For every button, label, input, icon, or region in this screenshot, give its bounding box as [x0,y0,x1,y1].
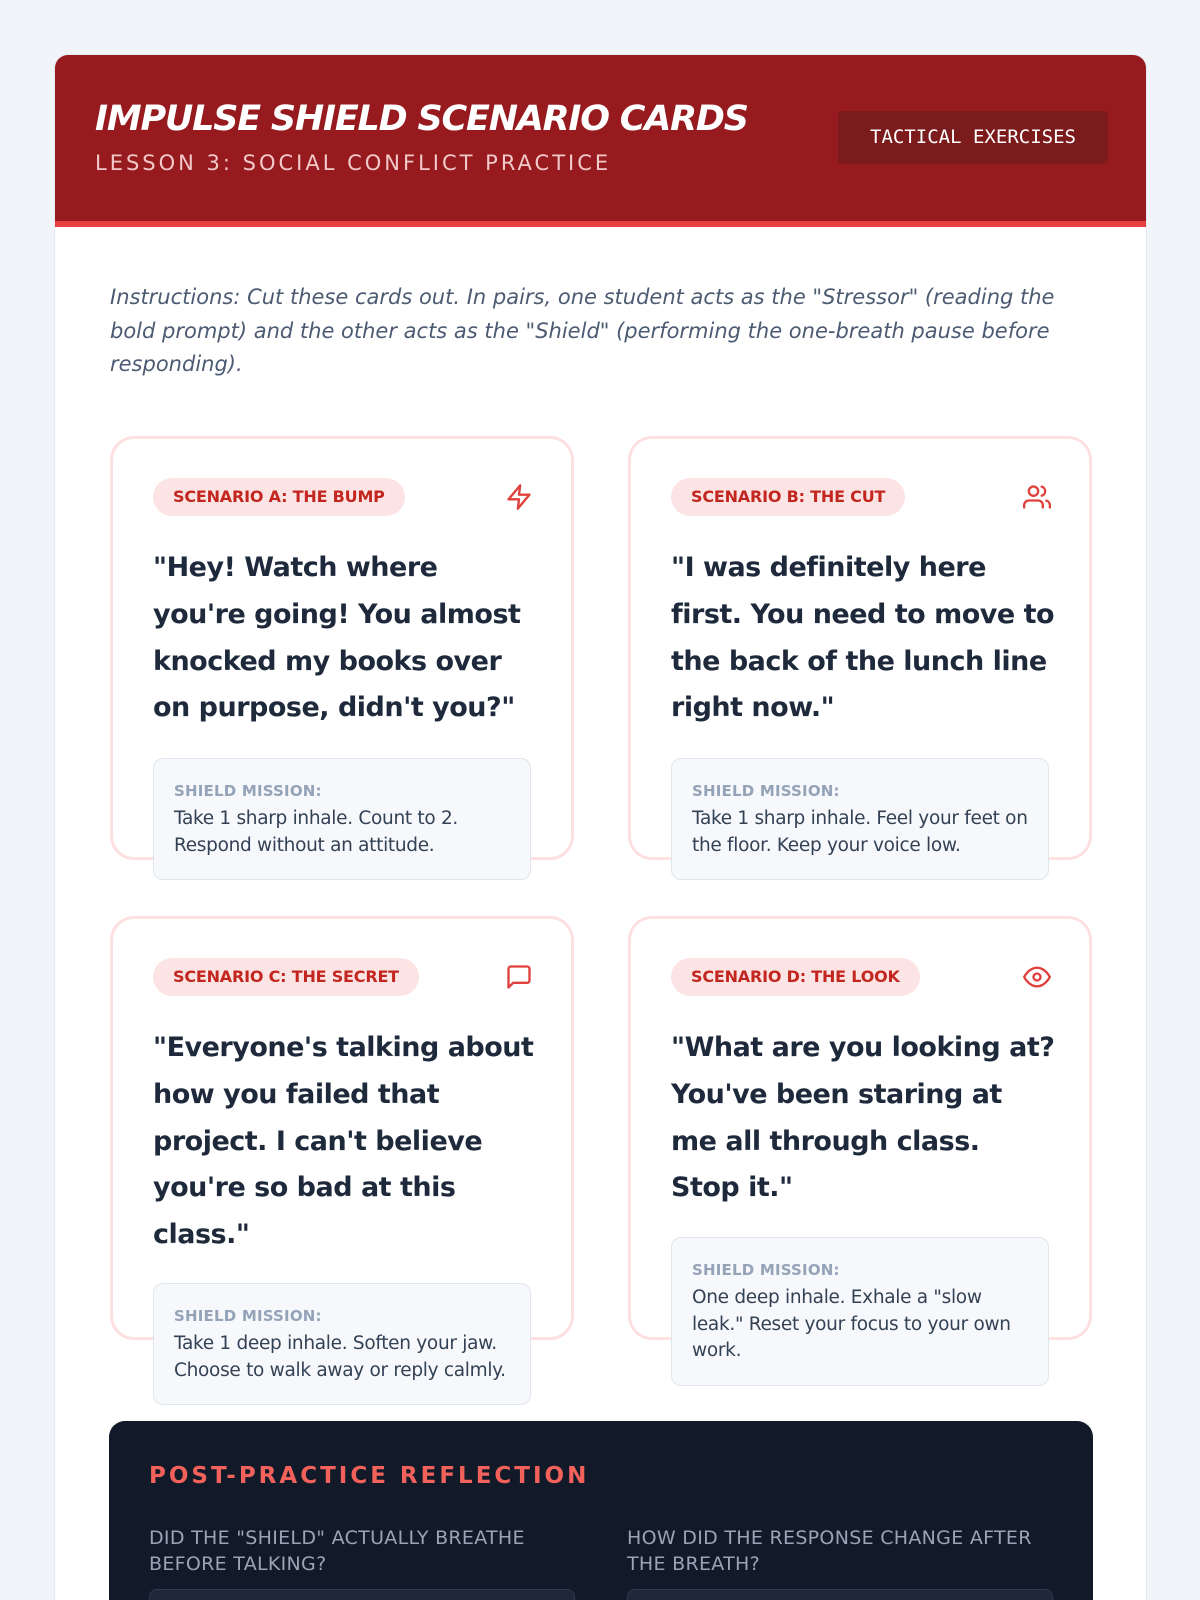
eye-icon [1023,963,1051,991]
scenario-quote: "What are you looking at? You've been staring at me all through class. Stop it." [671,1032,1055,1204]
scenario-label: SCENARIO B: THE CUT [671,478,905,516]
lightning-icon [505,483,533,511]
scenario-card-a [110,436,574,860]
reflection-title: POST-PRACTICE REFLECTION [149,1463,590,1489]
worksheet [54,54,1147,1600]
reflection-answer-2[interactable] [627,1589,1053,1600]
shield-mission-text: One deep inhale. Exhale a "slow leak." Reset your focus to your own work. [692,1287,1011,1361]
category-tag: TACTICAL EXERCISES [838,111,1108,164]
header-banner [55,55,1147,227]
scenario-quote: "Everyone's talking about how you failed that project. I can't believe you're so bad at this class." [153,1032,534,1251]
page-title: IMPULSE SHIELD SCENARIO CARDS [95,99,748,139]
shield-mission-label: SHIELD MISSION: [174,1307,322,1325]
scenario-card-d [628,916,1092,1361]
scenario-card-b [628,436,1092,860]
reflection-question-2: HOW DID THE RESPONSE CHANGE AFTER THE BREATH? [627,1527,1032,1575]
page-subtitle: LESSON 3: SOCIAL CONFLICT PRACTICE [95,151,612,175]
reflection-answer-1[interactable] [149,1589,575,1600]
message-square-icon [505,963,533,991]
shield-mission-box [671,1237,1049,1386]
scenario-card-c [110,916,574,1381]
shield-mission-text: Take 1 sharp inhale. Count to 2. Respond without an attitude. [174,808,459,856]
scenario-label: SCENARIO A: THE BUMP [153,478,405,516]
shield-mission-box [671,758,1049,880]
shield-mission-box [153,1283,531,1405]
users-icon [1023,483,1051,511]
shield-mission-label: SHIELD MISSION: [174,782,322,800]
reflection-question-1: DID THE "SHIELD" ACTUALLY BREATHE BEFORE TALKING? [149,1527,525,1575]
scenario-quote: "Hey! Watch where you're going! You almost knocked my books over on purpose, didn't you?" [153,552,521,724]
scenario-quote: "I was definitely here first. You need to move to the back of the lunch line right now." [671,552,1055,724]
shield-mission-label: SHIELD MISSION: [692,1261,840,1279]
scenario-label: SCENARIO D: THE LOOK [671,958,920,996]
shield-mission-label: SHIELD MISSION: [692,782,840,800]
instructions-text: Instructions: Cut these cards out. In pairs, one student acts as the "Stressor" (reading the bold prompt) and the other acts as the "Shield" (performing the one-breath pause before responding). [110,285,1055,376]
shield-mission-text: Take 1 deep inhale. Soften your jaw. Choose to walk away or reply calmly. [174,1333,506,1381]
shield-mission-box [153,758,531,880]
shield-mission-text: Take 1 sharp inhale. Feel your feet on the floor. Keep your voice low. [692,808,1028,856]
reflection-panel [109,1421,1093,1600]
scenario-label: SCENARIO C: THE SECRET [153,958,419,996]
